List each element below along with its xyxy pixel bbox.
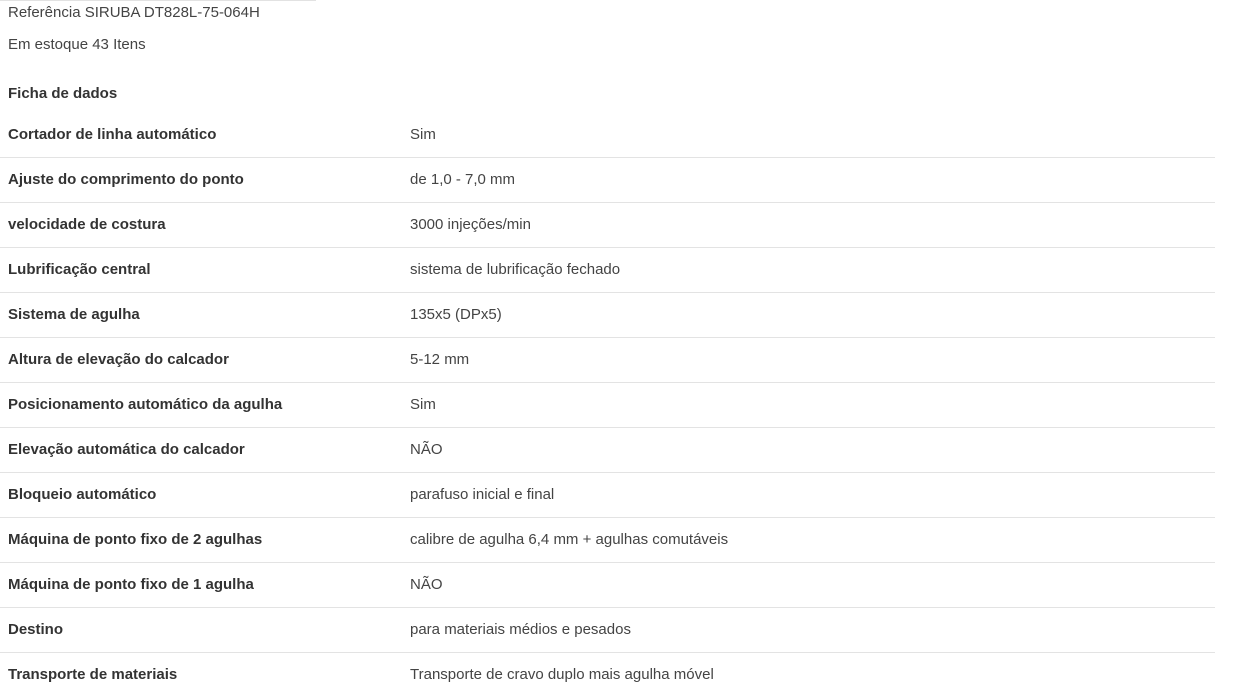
spec-value: NÃO (410, 576, 443, 593)
spec-table (0, 113, 1215, 697)
spec-row (0, 203, 1215, 248)
spec-row (0, 518, 1215, 563)
spec-row (0, 383, 1215, 428)
spec-row (0, 158, 1215, 203)
spec-label: Bloqueio automático (8, 486, 157, 503)
spec-row (0, 608, 1215, 653)
spec-value: Transporte de cravo duplo mais agulha móvel (410, 666, 714, 683)
spec-label: Destino (8, 621, 64, 638)
spec-label: Altura de elevação do calcador (8, 351, 229, 368)
spec-value: 5-12 mm (410, 351, 470, 368)
spec-value: Sim (410, 396, 436, 413)
spec-label: velocidade de costura (8, 216, 166, 233)
spec-row (0, 113, 1215, 158)
spec-row (0, 338, 1215, 383)
spec-value: 3000 injeções/min (410, 216, 531, 233)
stock-status: Em estoque 43 Itens (8, 36, 146, 53)
spec-row (0, 653, 1215, 697)
spec-value: sistema de lubrificação fechado (410, 261, 621, 278)
spec-row (0, 293, 1215, 338)
spec-label: Sistema de agulha (8, 306, 140, 323)
spec-label: Elevação automática do calcador (8, 441, 245, 458)
spec-label: Ajuste do comprimento do ponto (8, 171, 244, 188)
spec-label: Máquina de ponto fixo de 2 agulhas (8, 531, 263, 548)
spec-value: 135x5 (DPx5) (410, 306, 502, 323)
spec-label: Transporte de materiais (8, 666, 178, 683)
spec-row (0, 473, 1215, 518)
spec-row (0, 248, 1215, 293)
spec-label: Cortador de linha automático (8, 126, 217, 143)
spec-label: Lubrificação central (8, 261, 151, 278)
spec-row (0, 428, 1215, 473)
spec-label: Posicionamento automático da agulha (8, 396, 283, 413)
datasheet-title: Ficha de dados (8, 85, 118, 102)
product-reference: Referência SIRUBA DT828L-75-064H (8, 4, 260, 21)
spec-value: Sim (410, 126, 436, 143)
spec-value: para materiais médios e pesados (410, 621, 631, 638)
spec-value: de 1,0 - 7,0 mm (410, 171, 516, 188)
spec-value: calibre de agulha 6,4 mm + agulhas comutáveis (410, 531, 729, 548)
spec-label: Máquina de ponto fixo de 1 agulha (8, 576, 254, 593)
spec-value: NÃO (410, 441, 443, 458)
spec-value: parafuso inicial e final (410, 486, 555, 503)
spec-row (0, 563, 1215, 608)
top-divider (0, 0, 316, 1)
